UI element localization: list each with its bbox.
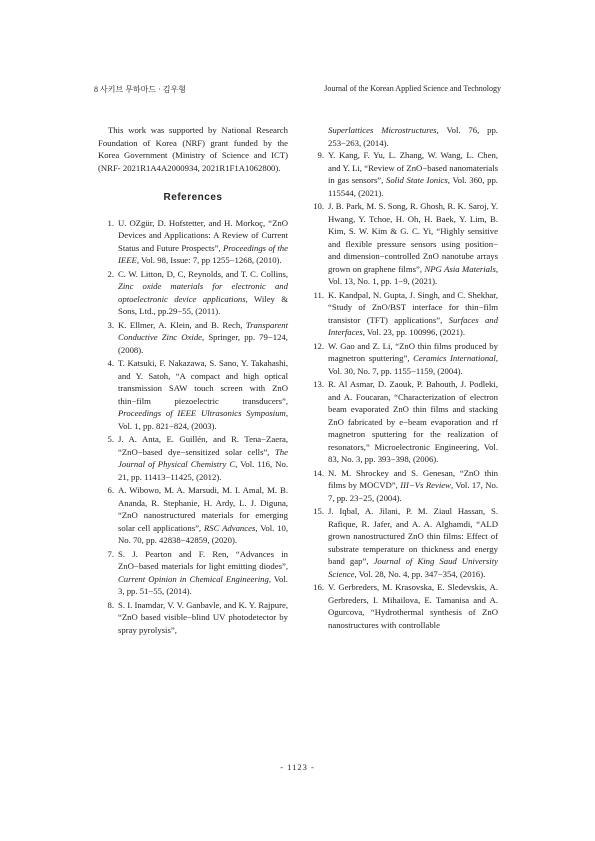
reference-number: 14. <box>313 467 324 478</box>
reference-details: , Vol. 13, No. 1, pp. 1−9, (2021). <box>328 263 498 286</box>
reference-number: 7. <box>107 548 114 559</box>
reference-number: 12. <box>313 340 324 351</box>
reference-text: J. A. Anta, E. Guillén, and R. Tena−Zaera, “ZnO−based dye−sensitized solar cells”, <box>118 434 288 457</box>
reference-text: C. W. Litton, D, C, Reynolds, and T. C. Collins, <box>118 268 288 279</box>
reference-number: 4. <box>107 358 114 368</box>
reference-text: K. Kandpal, N. Gupta, J. Singh, and C. Shekhar, “Study of ZnO/BST interface for thin−film transistor (TFT) applications”, <box>328 289 498 325</box>
reference-text: V. Gerbreders, M. Krasovska, E. Sledevskis, A. Gerbreders, I. Mihailova, E. Tamanisa and A. Ogurcova, “Hydrothermal synthesis of ZnO nanostructures with controllable <box>328 582 498 630</box>
reference-text: S. J. Pearton and F. Ren, “Advances in ZnO−based materials for light emitting diodes”, <box>118 548 288 571</box>
reference-text: N. M. Shrockey and S. Genesan, “ZnO thin films by MOCVD”, <box>328 467 498 490</box>
reference-item <box>308 149 498 199</box>
reference-text: S. I. Inamdar, V. V. Ganbavle, and K. Y. Rajpure, “ZnO based visible−blind UV photodetector by spray pyrolysis”, <box>118 599 288 635</box>
reference-text: J. Iqbal, A. Jilani, P. M. Ziaul Hassan, S. Rafique, R. Jafer, and A. A. Alghamdi, “ALD grown nanostructured ZnO thin films: Effect of substrate temperature on thickness and energy band gap”, <box>328 506 498 566</box>
reference-source: Surfaces and Interfaces <box>328 314 498 337</box>
reference-text: J. B. Park, M. S. Song, R. Ghosh, R. K. Saroj, Y. Hwang, Y. Tchoe, H. Oh, H. Baek, Y. Lim, B. Kim, S. W. Kim & G. C. Yi, “Highly sensitive and flexible pressure sensors using position− and dimension−controlled ZnO nanotube arrays grown on graphene films”, <box>328 201 498 274</box>
right-column <box>308 124 498 632</box>
reference-text: R. Al Asmar, D. Zaouk, P. Bahouth, J. Podleki, and A. Foucaran, “Characterization of electron beam evaporated ZnO thin films and stacking ZnO fabricated by e−beam evaporation and rf magnetron sputtering for the realization of resonators,” Microelectronic Engineering, Vol. 83, No. 3, pp. 393−398, (2006). <box>328 379 498 464</box>
reference-number: 9. <box>317 150 324 160</box>
reference-source: Journal of King Saud University Science <box>328 556 498 579</box>
reference-details: , Vol. 98, Issue: 7, pp 1255−1268, (2010). <box>136 255 282 265</box>
reference-number: 13. <box>313 379 324 389</box>
reference-source: Ceramics International <box>413 353 496 363</box>
reference-text: W. Gao and Z. Li, “ZnO thin films produced by magnetron sputtering”, <box>328 340 498 363</box>
reference-source: Transparent Conductive Zinc Oxide <box>118 319 288 342</box>
reference-number: 1. <box>107 217 114 228</box>
reference-source: Proceedings of the IEEE <box>118 242 288 265</box>
reference-details: , Springer, pp. 79−124, (2008). <box>118 332 288 355</box>
reference-source: NPG Asia Materials <box>424 263 496 274</box>
reference-number: 10. <box>313 201 324 211</box>
reference-details: , Vol. 3, pp. 51−55, (2014). <box>118 573 288 596</box>
reference-continuation: Superlattices Microstructures, Vol. 76, pp. 253−263, (2014). <box>328 125 498 148</box>
reference-item <box>308 467 498 505</box>
reference-details: , Vol. 23, pp. 100996, (2021). <box>362 327 465 337</box>
reference-source: RSC Advances <box>203 522 256 533</box>
reference-number: 5. <box>107 434 114 444</box>
reference-item <box>98 599 288 637</box>
reference-item <box>308 340 498 378</box>
reference-item <box>98 433 288 483</box>
reference-details: , Vol. 116, No. 21, pp. 11413−11425, (2012). <box>118 459 288 482</box>
left-column <box>98 124 288 637</box>
reference-text: T. Katsuki, F. Nakazawa, S. Sano, Y. Takahashi, and Y. Satoh, “A compact and high optical transmission SAW touch screen with ZnO thin−film piezoelectric transducers”, <box>118 358 288 406</box>
reference-number: 16. <box>313 582 324 592</box>
reference-item <box>308 200 498 288</box>
reference-item <box>98 319 288 357</box>
reference-text: A. Wibowo, M. A. Marsudi, M. I. Amal, M. B. Ananda, R. Stephanie, H. Ardy, L. J. Diguna, “ZnO nanostructured materials for emerging solar cell applications”, <box>118 485 288 533</box>
reference-item <box>98 548 288 598</box>
reference-item <box>98 357 288 432</box>
reference-details: , Vol. 1, pp. 821−824, (2003). <box>118 408 288 431</box>
reference-number: 15. <box>313 506 324 516</box>
reference-details: , Vol. 10, No. 70, pp. 42838−42859, (2020). <box>118 522 289 545</box>
page-number: - 1123 - <box>280 762 315 772</box>
reference-number: 2. <box>107 268 114 279</box>
reference-item <box>308 378 498 466</box>
reference-details: , Vol. 17, No. 7, pp. 23−25, (2004). <box>328 480 499 503</box>
reference-details: , Vol. 28, No. 4, pp. 347−354, (2016). <box>354 568 486 579</box>
reference-number: 3. <box>107 319 114 330</box>
acknowledgment: This work was supported by National Research Foundation of Korea (NRF) grant funded by the Korea Government (Ministry of Science and ICT) (NRF- 2021R1A4A2000934, 2021R1F1A1062800). <box>98 125 288 173</box>
reference-details: , Vol. 30, No. 7, pp. 1155−1159, (2004). <box>328 353 498 376</box>
reference-text: Y. Kang, F. Yu, L. Zhang, W. Wang, L. Chen, and Y. Li, “Review of ZnO−based nanomaterials in gas sensors”, <box>328 150 498 185</box>
reference-source: Zinc oxide materials for electronic and optoelectronic device applications <box>118 281 288 304</box>
reference-item <box>98 217 288 267</box>
reference-details: , Wiley & Sons, Ltd., pp.29−55, (2011). <box>118 293 288 316</box>
reference-source: Current Opinion in Chemical Engineering <box>118 573 269 584</box>
reference-text: U. OZgür, D. Hofstetter, and H. Morkoç, “ZnO Devices and Applications: A Review of Current Status and Future Prospects”, <box>118 217 288 253</box>
reference-list-right <box>308 149 498 631</box>
reference-number: 8. <box>107 599 114 610</box>
reference-source: The Journal of Physical Chemistry C <box>118 446 288 469</box>
references-title: References <box>163 192 223 203</box>
reference-item <box>308 289 498 339</box>
reference-number: 11. <box>313 289 324 300</box>
header-left: 8 사키브 무하마드 · 김우형 <box>94 85 186 94</box>
reference-number: 6. <box>107 485 114 495</box>
header-journal: Journal of the Korean Applied Science and Technology <box>324 84 501 93</box>
reference-source: Solid State Ionics <box>385 175 448 185</box>
reference-source: III−Vs Review <box>400 480 451 490</box>
reference-item <box>98 484 288 547</box>
reference-details: , Vol. 360, pp. 115544, (2021). <box>328 175 498 198</box>
reference-item <box>308 581 498 631</box>
reference-source: Proceedings of IEEE Ultrasonics Symposium <box>118 408 286 418</box>
reference-list-left <box>98 217 288 637</box>
reference-item <box>98 268 288 318</box>
reference-text: K. Ellmer, A. Klein, and B. Rech, <box>118 319 246 330</box>
reference-item <box>308 505 498 580</box>
